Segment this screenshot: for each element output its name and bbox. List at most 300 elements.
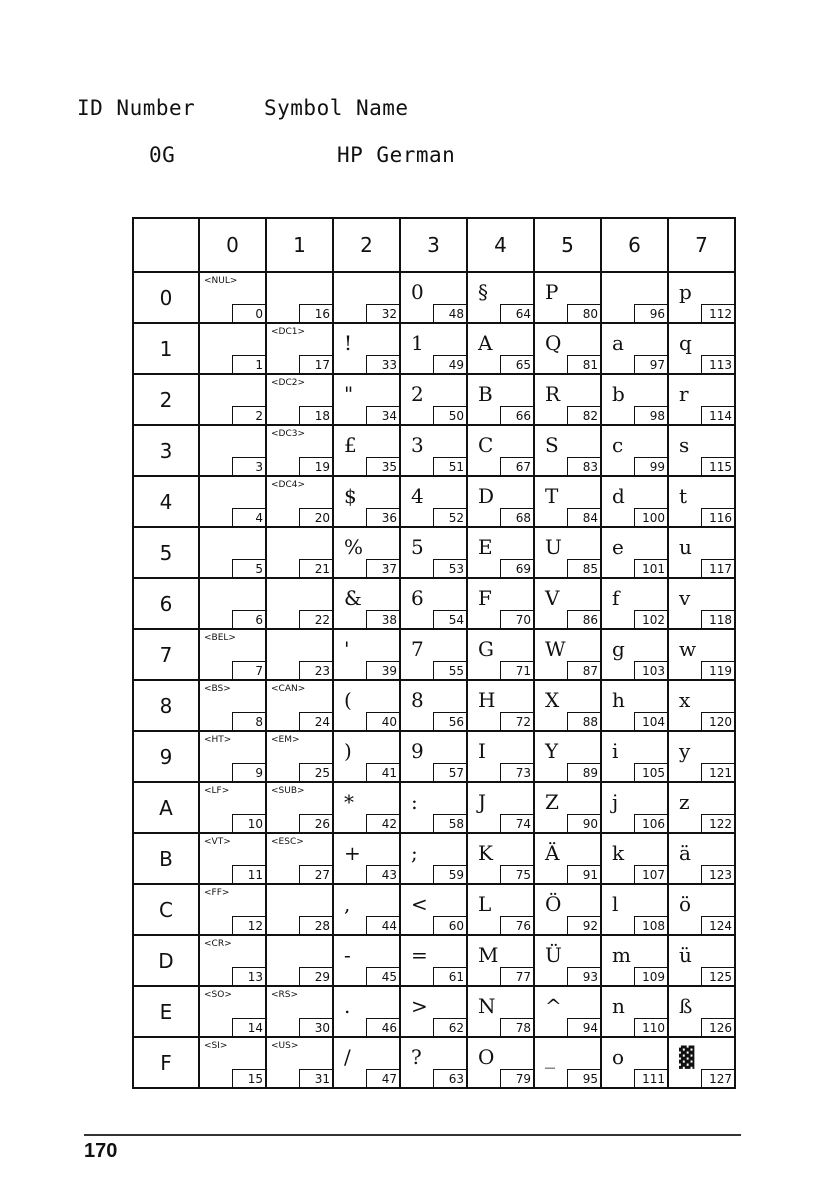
char-cell (601, 578, 668, 629)
char-cell (333, 476, 400, 527)
char-cell (333, 527, 400, 578)
control-code-label: <NUL> (204, 276, 238, 286)
character-glyph: Q (545, 331, 562, 355)
decimal-code-box: 71 (500, 661, 533, 679)
decimal-code-box: 78 (500, 1018, 533, 1036)
char-cell (199, 374, 266, 425)
character-glyph: n (612, 994, 625, 1018)
char-cell (199, 1037, 266, 1088)
decimal-code-box: 20 (299, 508, 332, 526)
decimal-code-box: 102 (634, 610, 667, 628)
decimal-code-box: 75 (500, 865, 533, 883)
decimal-code-box: 113 (701, 355, 734, 373)
char-cell (199, 425, 266, 476)
char-cell (266, 782, 333, 833)
decimal-code-box: 73 (500, 763, 533, 781)
char-cell (400, 374, 467, 425)
decimal-code-box: 69 (500, 559, 533, 577)
decimal-code-box: 9 (232, 763, 265, 781)
table-row (133, 1037, 735, 1088)
decimal-code-box: 101 (634, 559, 667, 577)
char-cell (601, 935, 668, 986)
decimal-code-box: 24 (299, 712, 332, 730)
char-cell (668, 476, 735, 527)
decimal-code-box: 92 (567, 916, 600, 934)
character-glyph: ü (679, 943, 692, 967)
character-glyph: 6 (411, 586, 424, 610)
id-number-label: ID Number (77, 96, 196, 120)
char-cell (400, 884, 467, 935)
character-glyph: : (411, 790, 418, 814)
decimal-code-box: 44 (366, 916, 399, 934)
character-glyph: p (679, 280, 692, 304)
character-glyph: 7 (411, 637, 424, 661)
decimal-code-box: 97 (634, 355, 667, 373)
decimal-code-box: 68 (500, 508, 533, 526)
character-glyph: s (679, 433, 690, 457)
char-cell (534, 782, 601, 833)
row-header: 1 (133, 323, 199, 374)
decimal-code-box: 53 (433, 559, 466, 577)
decimal-code-box: 105 (634, 763, 667, 781)
char-cell (467, 578, 534, 629)
character-glyph: L (478, 892, 492, 916)
table-row (133, 833, 735, 884)
decimal-code-box: 84 (567, 508, 600, 526)
decimal-code-box: 119 (701, 661, 734, 679)
control-code-label: <DC2> (271, 378, 306, 388)
decimal-code-box: 51 (433, 457, 466, 475)
character-glyph: O (478, 1045, 495, 1069)
decimal-code-box: 111 (634, 1069, 667, 1087)
character-glyph: I (478, 739, 486, 763)
char-cell (668, 425, 735, 476)
character-glyph: x (679, 688, 691, 712)
char-cell (199, 935, 266, 986)
decimal-code-box: 57 (433, 763, 466, 781)
char-cell (467, 527, 534, 578)
char-cell (199, 578, 266, 629)
row-header: A (133, 782, 199, 833)
page-number: 170 (84, 1140, 118, 1162)
row-header: E (133, 986, 199, 1037)
char-cell (534, 374, 601, 425)
decimal-code-box: 94 (567, 1018, 600, 1036)
decimal-code-box: 77 (500, 967, 533, 985)
decimal-code-box: 45 (366, 967, 399, 985)
character-glyph: V (545, 586, 560, 610)
char-cell (333, 782, 400, 833)
char-cell (199, 731, 266, 782)
char-cell (534, 731, 601, 782)
character-glyph: A (478, 331, 493, 355)
decimal-code-box: 34 (366, 406, 399, 424)
table-row (133, 425, 735, 476)
character-glyph: 8 (411, 688, 424, 712)
character-glyph: a (612, 331, 624, 355)
char-cell (467, 680, 534, 731)
character-glyph: 1 (411, 331, 424, 355)
char-cell (534, 323, 601, 374)
decimal-code-box: 110 (634, 1018, 667, 1036)
character-glyph: J (478, 790, 487, 814)
character-glyph: ö (679, 892, 692, 916)
char-cell (199, 629, 266, 680)
character-glyph: K (478, 841, 493, 865)
character-glyph: i (612, 739, 619, 763)
char-cell (601, 680, 668, 731)
decimal-code-box: 86 (567, 610, 600, 628)
char-cell (400, 731, 467, 782)
decimal-code-box: 2 (232, 406, 265, 424)
char-cell (534, 935, 601, 986)
control-code-label: <VT> (204, 837, 231, 847)
decimal-code-box: 50 (433, 406, 466, 424)
decimal-code-box: 109 (634, 967, 667, 985)
control-code-label: <BS> (204, 684, 231, 694)
char-cell (266, 731, 333, 782)
char-cell (668, 374, 735, 425)
character-glyph: ? (411, 1045, 422, 1069)
decimal-code-box: 1 (232, 355, 265, 373)
char-cell (534, 884, 601, 935)
control-code-label: <RS> (271, 990, 299, 1000)
character-glyph: U (545, 535, 562, 559)
character-glyph: & (344, 586, 362, 610)
table-row (133, 578, 735, 629)
decimal-code-box: 83 (567, 457, 600, 475)
char-cell (668, 1037, 735, 1088)
decimal-code-box: 124 (701, 916, 734, 934)
char-cell (333, 374, 400, 425)
character-glyph: Ä (545, 841, 560, 865)
decimal-code-box: 48 (433, 304, 466, 322)
character-glyph: E (478, 535, 493, 559)
char-cell (467, 935, 534, 986)
character-glyph: t (679, 484, 688, 508)
table-row (133, 884, 735, 935)
character-glyph: Ö (545, 892, 562, 916)
char-cell (333, 884, 400, 935)
column-header-0: 0 (199, 218, 266, 272)
column-header-3: 3 (400, 218, 467, 272)
row-header: F (133, 1037, 199, 1088)
column-header-row (133, 218, 735, 272)
decimal-code-box: 59 (433, 865, 466, 883)
character-glyph: ä (679, 841, 691, 865)
character-glyph: H (478, 688, 496, 712)
table-row (133, 680, 735, 731)
character-glyph: 9 (411, 739, 424, 763)
char-cell (199, 476, 266, 527)
char-cell (266, 272, 333, 323)
char-cell (534, 578, 601, 629)
table-row (133, 935, 735, 986)
char-cell (601, 374, 668, 425)
char-cell (467, 272, 534, 323)
character-glyph: z (679, 790, 690, 814)
decimal-code-box: 49 (433, 355, 466, 373)
char-cell (199, 272, 266, 323)
table-row (133, 782, 735, 833)
decimal-code-box: 108 (634, 916, 667, 934)
decimal-code-box: 66 (500, 406, 533, 424)
char-cell (534, 476, 601, 527)
decimal-code-box: 89 (567, 763, 600, 781)
char-cell (333, 629, 400, 680)
decimal-code-box: 72 (500, 712, 533, 730)
char-cell (266, 527, 333, 578)
char-cell (400, 629, 467, 680)
char-cell (467, 833, 534, 884)
character-glyph: . (344, 994, 351, 1018)
character-glyph: B (478, 382, 493, 406)
decimal-code-box: 7 (232, 661, 265, 679)
char-cell (199, 323, 266, 374)
character-glyph: k (612, 841, 625, 865)
table-row (133, 731, 735, 782)
char-cell (668, 629, 735, 680)
table-row (133, 527, 735, 578)
row-header: 4 (133, 476, 199, 527)
row-header: B (133, 833, 199, 884)
character-glyph: u (679, 535, 692, 559)
char-cell (333, 986, 400, 1037)
char-cell (467, 425, 534, 476)
decimal-code-box: 23 (299, 661, 332, 679)
control-code-label: <DC1> (271, 327, 306, 337)
character-glyph: h (612, 688, 625, 712)
char-cell (601, 731, 668, 782)
char-cell (467, 629, 534, 680)
character-glyph: - (344, 943, 351, 967)
character-glyph: ; (411, 841, 418, 865)
char-cell (534, 272, 601, 323)
row-header: 3 (133, 425, 199, 476)
char-cell (266, 935, 333, 986)
control-code-label: <EM> (271, 735, 300, 745)
row-header: 5 (133, 527, 199, 578)
character-glyph: r (679, 382, 689, 406)
character-glyph: % (344, 535, 364, 559)
decimal-code-box: 100 (634, 508, 667, 526)
char-cell (668, 323, 735, 374)
char-cell (400, 1037, 467, 1088)
character-glyph: Y (545, 739, 559, 763)
char-cell (199, 680, 266, 731)
decimal-code-box: 37 (366, 559, 399, 577)
character-glyph: 0 (411, 280, 424, 304)
decimal-code-box: 25 (299, 763, 332, 781)
decimal-code-box: 104 (634, 712, 667, 730)
char-cell (333, 935, 400, 986)
decimal-code-box: 10 (232, 814, 265, 832)
control-code-label: <DC4> (271, 480, 306, 490)
decimal-code-box: 54 (433, 610, 466, 628)
decimal-code-box: 99 (634, 457, 667, 475)
character-glyph: / (344, 1045, 351, 1069)
table-row (133, 374, 735, 425)
decimal-code-box: 3 (232, 457, 265, 475)
char-cell (601, 272, 668, 323)
decimal-code-box: 36 (366, 508, 399, 526)
char-cell (534, 527, 601, 578)
character-glyph: ! (344, 331, 353, 355)
char-cell (400, 578, 467, 629)
character-glyph: G (478, 637, 494, 661)
decimal-code-box: 19 (299, 457, 332, 475)
character-glyph: e (612, 535, 624, 559)
row-header: 8 (133, 680, 199, 731)
char-cell (534, 1037, 601, 1088)
decimal-code-box: 98 (634, 406, 667, 424)
row-header: 2 (133, 374, 199, 425)
char-cell (467, 323, 534, 374)
decimal-code-box: 88 (567, 712, 600, 730)
decimal-code-box: 70 (500, 610, 533, 628)
char-cell (400, 986, 467, 1037)
character-glyph: 3 (411, 433, 424, 457)
control-code-label: <LF> (204, 786, 230, 796)
decimal-code-box: 87 (567, 661, 600, 679)
decimal-code-box: 15 (232, 1069, 265, 1087)
row-header: 7 (133, 629, 199, 680)
character-glyph: c (612, 433, 624, 457)
character-glyph: m (612, 943, 631, 967)
decimal-code-box: 6 (232, 610, 265, 628)
control-code-label: <FF> (204, 888, 230, 898)
character-glyph: y (679, 739, 691, 763)
char-cell (601, 323, 668, 374)
decimal-code-box: 112 (701, 304, 734, 322)
character-glyph: g (612, 637, 625, 661)
decimal-code-box: 28 (299, 916, 332, 934)
decimal-code-box: 91 (567, 865, 600, 883)
decimal-code-box: 52 (433, 508, 466, 526)
decimal-code-box: 38 (366, 610, 399, 628)
character-glyph: N (478, 994, 496, 1018)
char-cell (601, 986, 668, 1037)
decimal-code-box: 93 (567, 967, 600, 985)
character-glyph: ^ (545, 994, 562, 1018)
decimal-code-box: 90 (567, 814, 600, 832)
char-cell (668, 986, 735, 1037)
decimal-code-box: 116 (701, 508, 734, 526)
char-cell (199, 527, 266, 578)
character-glyph: D (478, 484, 495, 508)
character-glyph: w (679, 637, 697, 661)
character-glyph: , (344, 892, 351, 916)
char-cell (266, 476, 333, 527)
decimal-code-box: 41 (366, 763, 399, 781)
decimal-code-box: 103 (634, 661, 667, 679)
char-cell (668, 935, 735, 986)
row-header: 9 (133, 731, 199, 782)
char-cell (668, 884, 735, 935)
character-glyph: S (545, 433, 559, 457)
decimal-code-box: 58 (433, 814, 466, 832)
control-code-label: <US> (271, 1041, 299, 1051)
char-cell (467, 986, 534, 1037)
character-glyph: o (612, 1045, 625, 1069)
decimal-code-box: 118 (701, 610, 734, 628)
decimal-code-box: 125 (701, 967, 734, 985)
decimal-code-box: 114 (701, 406, 734, 424)
column-header-5: 5 (534, 218, 601, 272)
decimal-code-box: 16 (299, 304, 332, 322)
character-glyph: £ (344, 433, 357, 457)
char-cell (534, 986, 601, 1037)
column-header-4: 4 (467, 218, 534, 272)
character-glyph: ' (344, 637, 350, 661)
character-glyph: q (679, 331, 692, 355)
char-cell (333, 578, 400, 629)
character-glyph: Ü (545, 943, 562, 967)
char-cell (400, 527, 467, 578)
character-glyph: l (612, 892, 619, 916)
column-header-6: 6 (601, 218, 668, 272)
decimal-code-box: 117 (701, 559, 734, 577)
char-cell (266, 578, 333, 629)
control-code-label: <CAN> (271, 684, 306, 694)
decimal-code-box: 30 (299, 1018, 332, 1036)
decimal-code-box: 14 (232, 1018, 265, 1036)
char-cell (467, 374, 534, 425)
decimal-code-box: 27 (299, 865, 332, 883)
character-glyph: W (545, 637, 566, 661)
decimal-code-box: 32 (366, 304, 399, 322)
decimal-code-box: 123 (701, 865, 734, 883)
decimal-code-box: 43 (366, 865, 399, 883)
decimal-code-box: 35 (366, 457, 399, 475)
character-glyph: " (344, 382, 354, 406)
char-cell (534, 425, 601, 476)
char-cell (534, 833, 601, 884)
char-cell (400, 935, 467, 986)
char-cell (400, 425, 467, 476)
decimal-code-box: 4 (232, 508, 265, 526)
character-glyph: b (612, 382, 625, 406)
decimal-code-box: 55 (433, 661, 466, 679)
char-cell (668, 782, 735, 833)
corner-cell (133, 218, 199, 272)
decimal-code-box: 126 (701, 1018, 734, 1036)
char-cell (467, 476, 534, 527)
char-cell (601, 884, 668, 935)
control-code-label: <SI> (204, 1041, 228, 1051)
decimal-code-box: 107 (634, 865, 667, 883)
char-cell (668, 833, 735, 884)
decimal-code-box: 11 (232, 865, 265, 883)
id-number-value: 0G (149, 143, 176, 167)
decimal-code-box: 122 (701, 814, 734, 832)
character-glyph: P (545, 280, 559, 304)
control-code-label: <BEL> (204, 633, 236, 643)
char-cell (266, 680, 333, 731)
character-glyph: _ (545, 1045, 555, 1069)
table-row (133, 986, 735, 1037)
character-glyph: j (612, 790, 619, 814)
char-cell (199, 833, 266, 884)
decimal-code-box: 22 (299, 610, 332, 628)
character-glyph: 2 (411, 382, 424, 406)
char-cell (400, 833, 467, 884)
char-cell (266, 425, 333, 476)
char-cell (601, 629, 668, 680)
table-row (133, 476, 735, 527)
char-cell (333, 680, 400, 731)
decimal-code-box: 0 (232, 304, 265, 322)
